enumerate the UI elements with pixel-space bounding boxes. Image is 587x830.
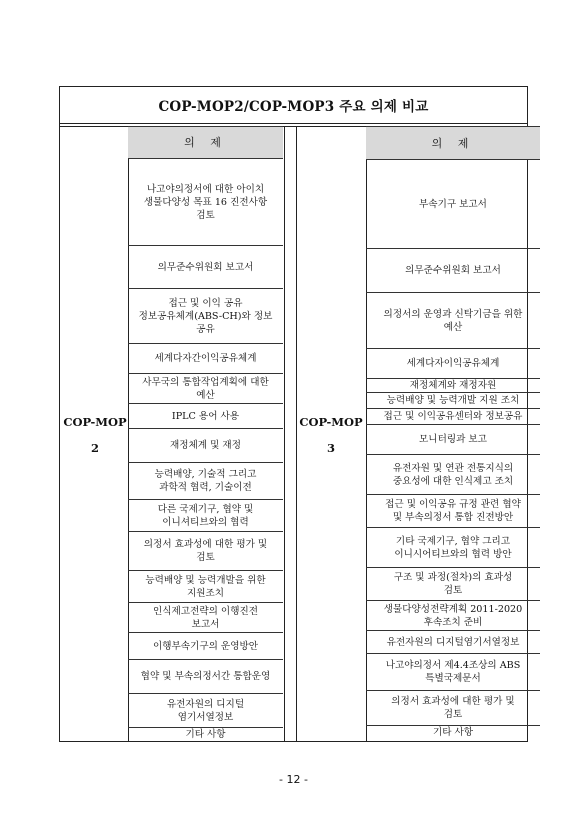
middle-separator-b [296, 126, 297, 741]
agenda-item: 접근 및 이익공유센터와 정보공유 [366, 408, 540, 424]
agenda-item: 능력배양 및 능력개발 지원 조치 [366, 392, 540, 408]
agenda-item: 세계다자간이익공유체계 [128, 343, 283, 373]
agenda-item: 유전자원의 디지털 염기서열정보 [128, 693, 283, 727]
left-side-label [62, 409, 128, 461]
agenda-item: 이행부속기구의 운영방안 [128, 632, 283, 659]
comparison-table [59, 86, 528, 742]
right-header-cell: 의 제 [366, 126, 540, 159]
agenda-item: 나고야의정서에 대한 아이치 생물다양성 목표 16 진전사항 검토 [128, 158, 283, 245]
agenda-item: 인식제고전략의 이행진전 보고서 [128, 602, 283, 632]
agenda-item: 의정서 효과성에 대한 평가 및 검토 [128, 531, 283, 570]
agenda-item: 유전자원의 디지털염기서열정보 [366, 630, 540, 653]
left-header-cell: 의 제 [128, 126, 283, 158]
agenda-item: 의정서 효과성에 대한 평가 및 검토 [366, 690, 540, 725]
agenda-item: 의무준수위원회 보고서 [128, 245, 283, 288]
agenda-item: 생물다양성전략계획 2011-2020 후속조치 준비 [366, 600, 540, 630]
agenda-item: 모니터링과 보고 [366, 424, 540, 454]
agenda-item: 사무국의 통합작업계획에 대한 예산 [128, 373, 283, 403]
agenda-item: IPLC 용어 사용 [128, 403, 283, 428]
agenda-item: 접근 및 이익 공유 정보공유체계(ABS-CH)와 정보 공유 [128, 288, 283, 343]
agenda-item: 재정체계와 재정자원 [366, 378, 540, 392]
agenda-item: 협약 및 부속의정서간 통합운영 [128, 659, 283, 693]
agenda-item: 의무준수위원회 보고서 [366, 248, 540, 292]
agenda-item: 기타 사항 [128, 727, 283, 741]
agenda-item: 유전자원 및 연관 전통지식의 중요성에 대한 인식제고 조치 [366, 454, 540, 494]
agenda-item: 접근 및 이익공유 규정 관련 협약 및 부속의정서 통합 진전방안 [366, 494, 540, 527]
table-title: COP-MOP2/COP-MOP3 주요 의제 비교 [60, 87, 527, 124]
agenda-item: 능력배양 및 능력개발을 위한 지원조치 [128, 570, 283, 602]
agenda-item: 다른 국제기구, 협약 및 이니셔티브와의 협력 [128, 499, 283, 531]
middle-separator-a [284, 126, 285, 741]
agenda-item: 의정서의 운영과 신탁기금을 위한 예산 [366, 292, 540, 348]
agenda-item: 기타 사항 [366, 725, 540, 739]
left-side-text: COP-MOP 2 [63, 415, 127, 455]
page-number: - 12 - [279, 773, 308, 786]
agenda-item: 기타 국제기구, 협약 그리고 이니시어티브와의 협력 방안 [366, 527, 540, 567]
right-side-label [296, 409, 366, 461]
agenda-item: 나고야의정서 제4.4조상의 ABS 특별국제문서 [366, 653, 540, 690]
agenda-item: 부속기구 보고서 [366, 159, 540, 248]
agenda-item: 능력배양, 기술적 그리고 과학적 협력, 기술이전 [128, 462, 283, 499]
agenda-item: 재정체계 및 재정 [128, 428, 283, 462]
right-side-text: COP-MOP 3 [299, 415, 363, 455]
agenda-item: 세계다자이익공유체계 [366, 348, 540, 378]
agenda-item: 구조 및 과정(절차)의 효과성 검토 [366, 567, 540, 600]
